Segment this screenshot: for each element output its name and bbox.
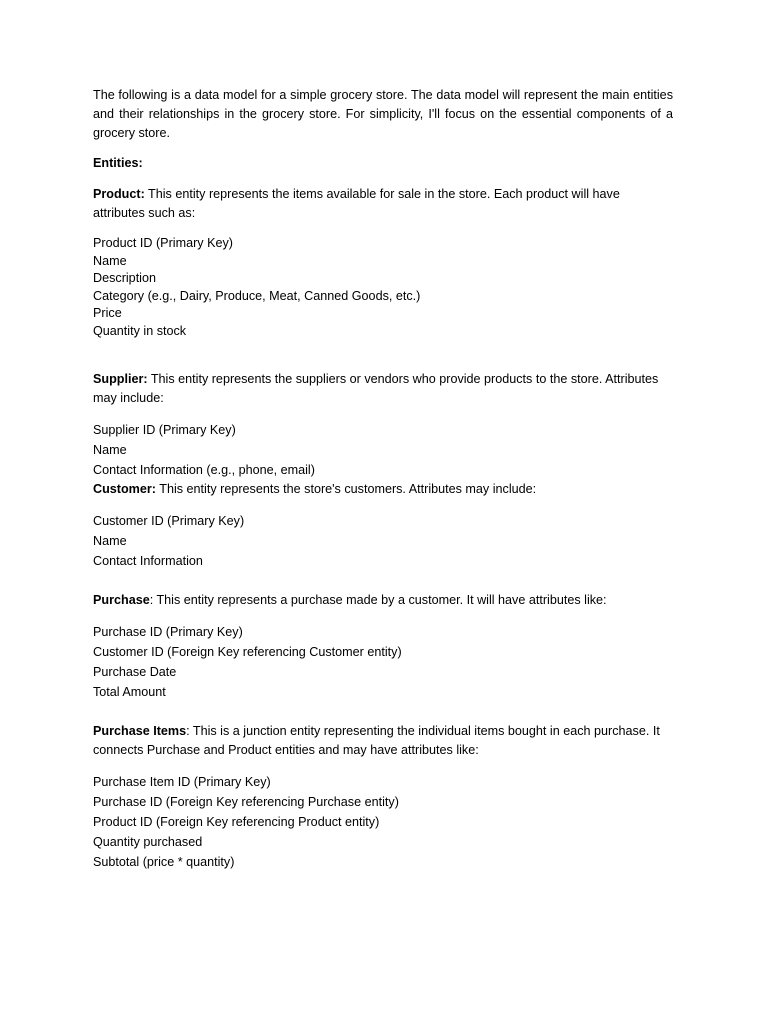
purchase-items-paragraph	[93, 722, 673, 760]
list-item: Purchase ID (Foreign Key referencing Purchase entity)	[93, 794, 399, 809]
list-item: Category (e.g., Dairy, Produce, Meat, Canned Goods, etc.)	[93, 288, 421, 303]
product-description: This entity represents the items available for sale in the store. Each product will have attributes such as:	[93, 187, 620, 220]
purchase-items-label: Purchase Items	[93, 723, 187, 738]
list-item: Total Amount	[93, 684, 166, 699]
list-item: Supplier ID (Primary Key)	[93, 422, 236, 437]
list-item: Description	[93, 271, 156, 286]
list-item: Quantity purchased	[93, 834, 203, 849]
customer-label: Customer:	[93, 481, 156, 496]
list-item: Product ID (Primary Key)	[93, 236, 233, 250]
list-item: Contact Information (e.g., phone, email)	[93, 462, 315, 477]
purchase-description: : This entity represents a purchase made by a customer. It will have attributes like:	[149, 592, 607, 607]
spacer	[93, 341, 673, 370]
supplier-paragraph	[93, 370, 673, 408]
product-attribute-list	[93, 235, 673, 341]
supplier-attribute-list	[93, 420, 673, 480]
list-item: Customer ID (Foreign Key referencing Customer entity)	[93, 644, 402, 659]
list-item: Subtotal (price * quantity)	[93, 854, 235, 869]
purchase-attribute-list	[93, 622, 673, 702]
list-item: Contact Information	[93, 553, 203, 568]
purchase-paragraph	[93, 591, 673, 610]
list-item: Product ID (Foreign Key referencing Product entity)	[93, 814, 380, 829]
supplier-description: This entity represents the suppliers or vendors who provide products to the store. Attributes may include:	[93, 371, 659, 405]
list-item: Name	[93, 442, 127, 457]
list-item: Customer ID (Primary Key)	[93, 513, 245, 528]
customer-paragraph	[93, 480, 673, 499]
document-page	[93, 86, 673, 872]
customer-description: This entity represents the store's customers. Attributes may include:	[155, 481, 537, 496]
entities-heading: Entities:	[93, 156, 143, 170]
list-item: Purchase Date	[93, 664, 177, 679]
customer-attribute-list	[93, 511, 673, 571]
supplier-label: Supplier:	[93, 371, 148, 386]
list-item: Purchase ID (Primary Key)	[93, 624, 243, 639]
list-item: Name	[93, 533, 127, 548]
product-paragraph	[93, 185, 673, 223]
list-item: Price	[93, 306, 122, 321]
product-label: Product:	[93, 187, 145, 201]
purchase-label: Purchase	[93, 592, 150, 607]
list-item: Quantity in stock	[93, 323, 187, 338]
purchase-items-description: : This is a junction entity representing the individual items bought in each purchase. It connects Purchase and Product entities and may have attributes like:	[93, 723, 660, 757]
purchase-items-attribute-list	[93, 772, 673, 872]
intro-paragraph: The following is a data model for a simple grocery store. The data model will represent the main entities and their relationships in the grocery store. For simplicity, I'll focus on the essential components of a grocery store.	[93, 88, 673, 140]
spacer	[93, 702, 673, 722]
list-item: Name	[93, 253, 127, 268]
spacer	[93, 571, 673, 591]
list-item: Purchase Item ID (Primary Key)	[93, 774, 271, 789]
